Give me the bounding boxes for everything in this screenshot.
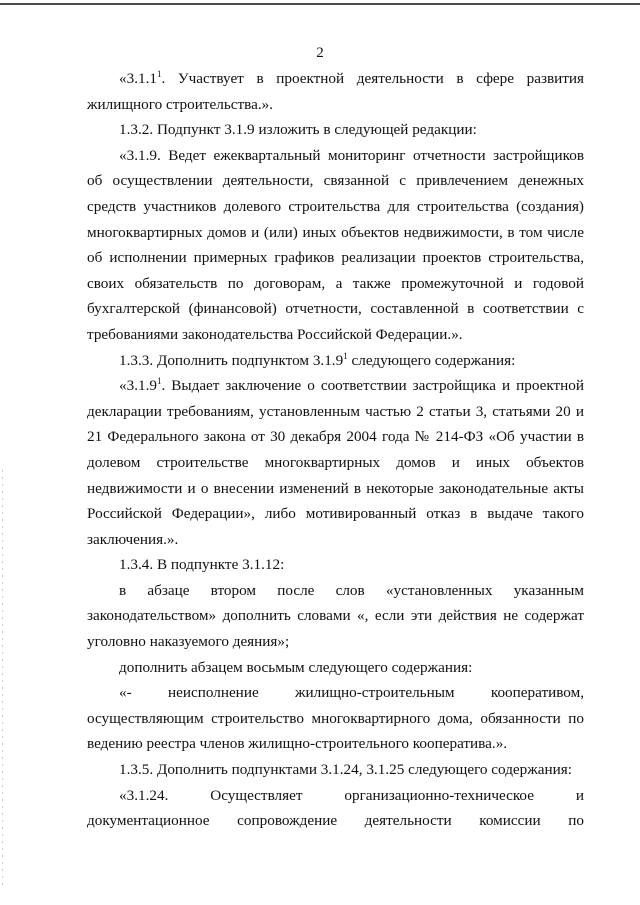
superscript: 1 [156,68,162,79]
paragraph-3-1-9: «3.1.9. Ведет ежеквартальный мониторинг отчетности застройщиков об осуществлении деятельности, связанной с привлечением денежных средств участников долевого строительства для строительства (создания) многоквартирных домов и (или) иных объектов недвижимости, в том числе об исполнении примерных графиков реализации проектов строительства, своих обязательств по договорам, а также промежуточной и годовой бухгалтерской (финансовой) отчетности, составленной в соответствии с требованиями законодательства Российской Федерации.». [87,146,584,343]
paragraph-1-3-3: 1.3.3. Дополнить подпунктом 3.1.9$^1$ следующего содержания: [119,350,516,369]
superscript: 1 [343,350,348,361]
document-body [87,66,584,834]
page-number: 2 [316,45,324,61]
paragraph-1-3-5: 1.3.5. Дополнить подпунктами 3.1.24, 3.1.25 следующего содержания: [119,761,572,779]
paragraph-3-1-9-1: «3.1.9$^1$. Выдает заключение о соответствии застройщика и проектной декларации требованиям, установленным частью 2 статьи 3, статьями 20 и 21 Федерального закона от 30 декабря 2004 года № 214-ФЗ «Об участии в долевом строительстве многоквартирных домов и иных объектов недвижимости и о внесении изменений в некоторые законодательные акты Российской Федерации», либо мотивированный отказ в выдаче такого заключения.». [87,376,584,548]
paragraph-3-1-1: «3.1.1$^1$. Участвует в проектной деятельности в сфере развития жилищного строительства.». [87,68,584,113]
scan-edge-marks [2,470,3,890]
top-border-line [0,3,640,5]
paragraph-1-3-4: 1.3.4. В подпункте 3.1.12: [119,556,285,574]
paragraph-neispolnenie: «- неисполнение жилищно-строительным кооперативом, осуществляющим строительство многоквартирного дома, обязанности по ведению реестра членов жилищно-строительного кооператива.». [87,684,584,753]
paragraph-second-abzats: в абзаце втором после слов «установленных указанным законодательством» дополнить словами «, если эти действия не содержат уголовно наказуемого деяния»; [87,581,584,651]
paragraph-1-3-2: 1.3.2. Подпункт 3.1.9 изложить в следующей редакции: [119,121,477,139]
paragraph-add-eighth: дополнить абзацем восьмым следующего содержания: [119,658,473,676]
superscript: 1 [156,376,162,387]
paragraph-3-1-24: «3.1.24. Осуществляет организационно-техническое и документационное сопровождение деятельности комиссии по [87,786,584,830]
